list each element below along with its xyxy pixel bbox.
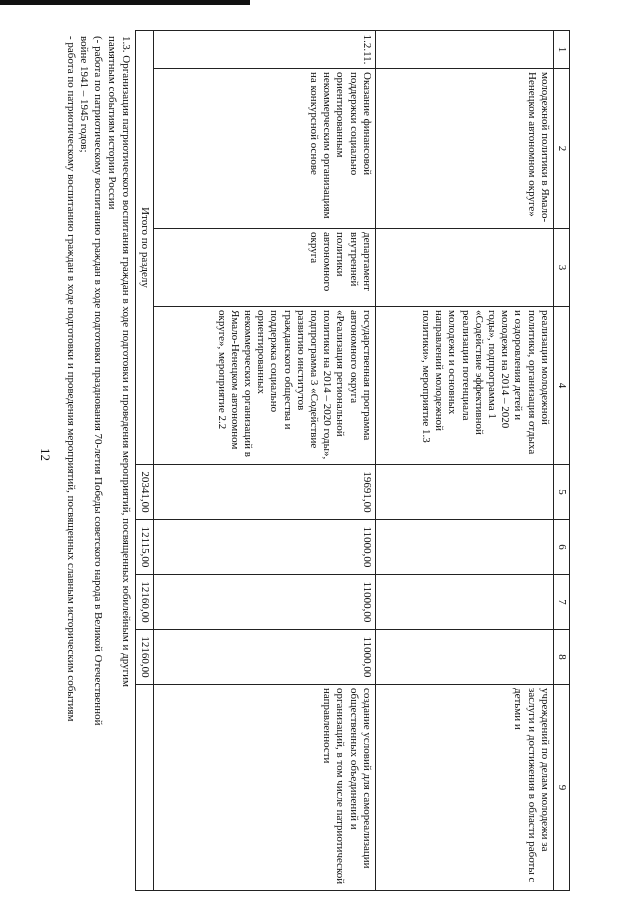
cell-empty	[375, 229, 553, 307]
section-line: войне 1941 – 1945 годов;	[78, 36, 91, 153]
cell-amount: 11000,00	[153, 630, 375, 685]
cell-amount: 11000,00	[153, 575, 375, 630]
table-row	[153, 31, 375, 891]
section-line: 1.3. Организация патриотического воспитания граждан в ходе подготовки и проведения мероприятий, посвященных юбилейным и другим	[119, 36, 132, 687]
total-label: Итого по разделу	[135, 31, 153, 465]
table-row	[375, 31, 553, 891]
cell-program-ref: государственная программа автономного округа «Реализация региональной политики на 2014 – 2020 годы», подпрограмма 3 «Содействие развитию институтов гражданского общества и поддержка социально ориентированных некоммерческих организаций в Ямало-Ненецком автономном округе», мероприятие 2.2	[153, 307, 375, 465]
cell-empty	[375, 520, 553, 575]
cell-empty	[135, 685, 153, 891]
col-number: 8	[553, 630, 569, 685]
col-number: 3	[553, 229, 569, 307]
total-amount: 12115,00	[135, 520, 153, 575]
col-number: 6	[553, 520, 569, 575]
col-number: 2	[553, 69, 569, 229]
section-heading	[63, 30, 135, 890]
section-line: памятным событиям истории России	[105, 36, 118, 210]
cell-responsible: департамент внутренней политики автономного округа	[153, 229, 375, 307]
cell-program-name: молодежной политики в Ямало-Ненецком автономном округе»	[375, 69, 553, 229]
total-amount: 12160,00	[135, 630, 153, 685]
col-number: 1	[553, 31, 569, 69]
section-line: - работа по патриотическому воспитанию граждан в ходе подготовки и проведения мероприятий, посвященных славным историческим событиям	[64, 36, 77, 722]
cell-amount: 11000,00	[153, 520, 375, 575]
program-table	[135, 30, 570, 891]
cell-result: создание условий для самореализации общественных объединений и организаций, в том числе патриотической направленности	[153, 685, 375, 891]
total-row	[135, 31, 153, 891]
cell-activity: Оказание финансовой поддержки социально ориентированным некоммерческим организациям на конкурсной основе	[153, 69, 375, 229]
total-amount: 20341,00	[135, 465, 153, 520]
cell-item-number: 1.2.11.	[153, 31, 375, 69]
page-number: 12	[38, 448, 53, 461]
col-number: 4	[553, 307, 569, 465]
cell-empty	[375, 31, 553, 69]
col-number: 7	[553, 575, 569, 630]
col-number: 5	[553, 465, 569, 520]
cell-empty	[375, 465, 553, 520]
top-rule	[0, 0, 250, 5]
column-number-row	[553, 31, 569, 891]
cell-empty	[375, 630, 553, 685]
col-number: 9	[553, 685, 569, 891]
cell-empty	[375, 575, 553, 630]
total-amount: 12160,00	[135, 575, 153, 630]
section-line: (- работа по патриотическому воспитанию граждан в ходе подготовки празднования 70-летия Победы советского народа в Великой Отечественной	[92, 36, 105, 726]
cell-program-ref: реализации молодежной политики, организация отдыха и оздоровления детей и молодежи на 2014 – 2020 годы», подпрограмма 1 «Содействие эффективной реализации потенциала молодежи и основных направлений молодежной политики», мероприятие 1.3	[375, 307, 553, 465]
rotated-table-page	[64, 30, 570, 890]
cell-amount: 19691,00	[153, 465, 375, 520]
cell-result: учреждений по делам молодежи за заслуги и достижения в области работы с детьми и	[375, 685, 553, 891]
